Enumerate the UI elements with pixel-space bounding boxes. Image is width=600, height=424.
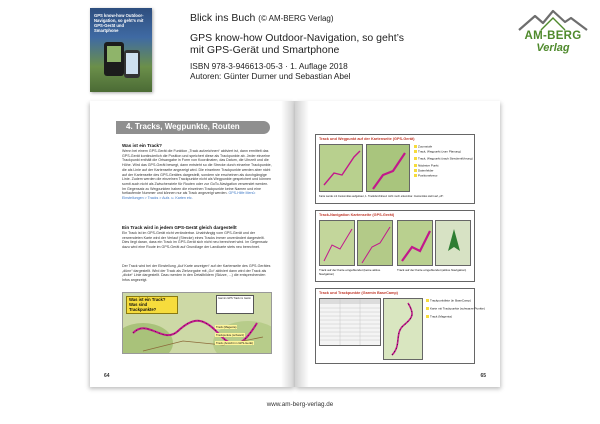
gps-screenshot-2 bbox=[366, 144, 410, 192]
track-line-svg bbox=[384, 299, 423, 360]
paragraph-display: Ein Track ist im GPS-Gerät nicht veränderbar. Unabhängig vom GPS-Gerät und der verwendeten Karte wird der Verlauf (Strecke) eines Tracks immer unverändert dargestellt. Dies liegt daran, dass ein Track im GPS-Gerät sich nicht neu berechnet wird. Im Gegensatz dazu wird eine Route im GPS-Gerät auf Grundlage der Landkarte stets neu berechnet. bbox=[122, 231, 268, 250]
paragraph-track-intro bbox=[122, 149, 272, 201]
smartphone-icon bbox=[124, 50, 140, 78]
publisher-website-link[interactable]: www.am-berg-verlag.de bbox=[266, 401, 334, 408]
figure-box-track-waypoint bbox=[315, 134, 475, 204]
publisher-logo bbox=[513, 8, 593, 56]
legend-zoom: Zoomstufe bbox=[414, 145, 432, 149]
spine-shadow-left bbox=[281, 101, 295, 387]
label-gps-view: Track (Ansicht im GPS-Gerät) bbox=[216, 341, 254, 345]
legend-next-point: Nächster Punkt bbox=[414, 164, 439, 168]
track-line-svg bbox=[320, 221, 355, 266]
label-track-magenta: Track (Magenta) bbox=[216, 325, 237, 329]
book-title-line1: GPS know-how Outdoor-Navigation, so geht’s bbox=[190, 32, 404, 44]
section-heading-display: Ein Track wird in jedem GPS-Gerät gleich dargestellt bbox=[122, 225, 237, 230]
box2-label-inactive: Track auf der Karte eingeblendet (keine aktive Navigation) bbox=[319, 268, 381, 276]
chapter-title: 4. Tracks, Wegpunkte, Routen bbox=[126, 122, 240, 131]
table-lines-svg bbox=[320, 299, 381, 346]
box1-note: Karte wurde mit Customtiles aufgebaut, 1. Trackdurchkreuz nicht mehr erkennbar. Customtiles steht auf „off“. bbox=[319, 195, 444, 198]
question-callout bbox=[126, 296, 178, 314]
label-trackpoints: Trackpunkte (schwarz) bbox=[216, 333, 245, 337]
gps-device-icon bbox=[104, 42, 124, 76]
gps-screenshot-1 bbox=[319, 144, 363, 192]
logo-line2: Verlag bbox=[536, 42, 570, 54]
page-number-right: 65 bbox=[480, 373, 486, 379]
track-line-svg bbox=[358, 221, 393, 266]
logo-line1: AM-BERG bbox=[524, 30, 582, 42]
callout-line2: Was sind Trackpunkte? bbox=[129, 301, 157, 312]
mountain-logo-icon bbox=[513, 8, 593, 32]
gps-screen-inset: Garmin GPS Track im Gerät bbox=[216, 295, 254, 314]
track-map-figure bbox=[122, 292, 272, 354]
book-cover-image bbox=[90, 8, 152, 92]
basecamp-map bbox=[383, 298, 423, 360]
legend-trackpoint-list: Trackpunktliste (in BaseCamp) bbox=[426, 299, 471, 303]
gps-screenshot-5 bbox=[397, 220, 433, 266]
header-lead-text: Blick ins Buch bbox=[190, 12, 256, 24]
box2-label-active: Track auf der Karte eingeblendet (aktive Navigation) bbox=[397, 268, 467, 272]
track-line-svg bbox=[320, 145, 363, 192]
paragraph-settings: Der Track wird bei der Einstellung „Auf Karte anzeigen“ auf der Kartenseite des GPS-Gerätes „dünn“ dargestellt. Wird der Track als Zielvorgabe mit „Go“ aktiviert dann wird der Track als „dicke“ Linie dargestellt. Dazu werden in den Detailbildern (Skizze, ...) die entsprechenden Infos angezeigt. bbox=[122, 264, 271, 283]
legend-track-route: Track, Wegpunkt (nach Streckenführung) bbox=[414, 157, 473, 161]
compass-arrow-icon bbox=[436, 221, 471, 266]
book-title-line2: mit GPS-Gerät und Smartphone bbox=[190, 44, 340, 56]
basecamp-trackpoint-list bbox=[319, 298, 381, 346]
header-lead bbox=[190, 12, 334, 24]
open-book-preview bbox=[90, 101, 500, 387]
section-heading-track: Was ist ein Track? bbox=[122, 143, 162, 148]
right-page bbox=[295, 101, 500, 387]
help-link[interactable]: GPS-Hilfe Menü: Einstellungen > Tracks > Aufz. u. Karten etc. bbox=[122, 191, 256, 201]
page-number-left: 64 bbox=[104, 373, 110, 379]
header-lead-suffix: (© AM-BERG Verlag) bbox=[258, 14, 334, 23]
track-line-svg bbox=[367, 145, 410, 192]
figure-box-basecamp bbox=[315, 288, 485, 364]
book-title bbox=[190, 32, 520, 56]
gps-screenshot-3 bbox=[319, 220, 355, 266]
legend-map-trackpoints: Karte mit Trackpunkte (schwarze Punkte) bbox=[426, 307, 485, 311]
figure-box-track-navigation bbox=[315, 210, 475, 282]
authors-line: Autoren: Günter Durner und Sebastian Abel bbox=[190, 71, 351, 81]
box3-title: Track und Trackpunkte (Garmin BaseCamp) bbox=[319, 291, 398, 295]
left-page bbox=[90, 101, 295, 387]
legend-crosshair: Positionskreuz bbox=[414, 174, 438, 178]
paragraph-track-text: Wenn bei einem GPS-Gerät die Funktion „Track aufzeichnen“ aktiviert ist, dann ermittelt das GPS-Gerät kontinuierlich die Position und speichert diese als Trackpunkte ab. Jeder einzelne Trackpunkt enthält die Ortsangabe in Form von Koordinaten, das Datum, die Uhrzeit und die Höhe. Wird das GPS-Gerät bewegt, dann entsteht so die Strecke durch einzelne Trackpunkte, die als Linie auf der Kartenseite angezeigt wird. Die einzelnen Trackpunkte werden aber nicht auf der Kartenseite des GPS-Gerätes dargestellt, sondern sie erscheinen als durchgängige Linie. Zudem werden die einzelnen Trackpunkte nicht als Wegpunkte gespeichert und können somit auch nicht als Zwischenziele für Routen oder zur GoTo-Navigation verwendet werden. Im Gegensatz zu Wegpunkten haben die einzelnen Trackpunkte keine Namen und eine fortlaufende Nummer und können nur als Track angezeigt werden. bbox=[122, 149, 272, 196]
track-line-svg bbox=[398, 221, 433, 266]
gps-screenshot-6 bbox=[435, 220, 471, 266]
chapter-banner bbox=[116, 121, 270, 134]
legend-track-plan: Track, Wegpunkt (zum Planung) bbox=[414, 150, 461, 154]
spine-shadow-right bbox=[295, 101, 309, 387]
callout-line1: Was ist ein Track? bbox=[129, 297, 166, 302]
legend-track-magenta: Track (Magenta) bbox=[426, 315, 452, 319]
book-meta bbox=[190, 61, 351, 81]
box2-title: Track-Navigation Kartenseite (GPS-Gerät) bbox=[319, 213, 395, 217]
gps-screenshot-4 bbox=[357, 220, 393, 266]
cover-title: GPS know-how Outdoor-Navigation, so geht’s mit GPS-Gerät und Smartphone bbox=[94, 13, 144, 33]
isbn-line: ISBN 978-3-946613-05-3 · 1. Auflage 2018 bbox=[190, 61, 348, 71]
legend-data-fields: Datenfelder bbox=[414, 169, 434, 173]
box1-title: Track und Wegpunkt auf der Kartenseite (GPS-Gerät) bbox=[319, 137, 415, 141]
